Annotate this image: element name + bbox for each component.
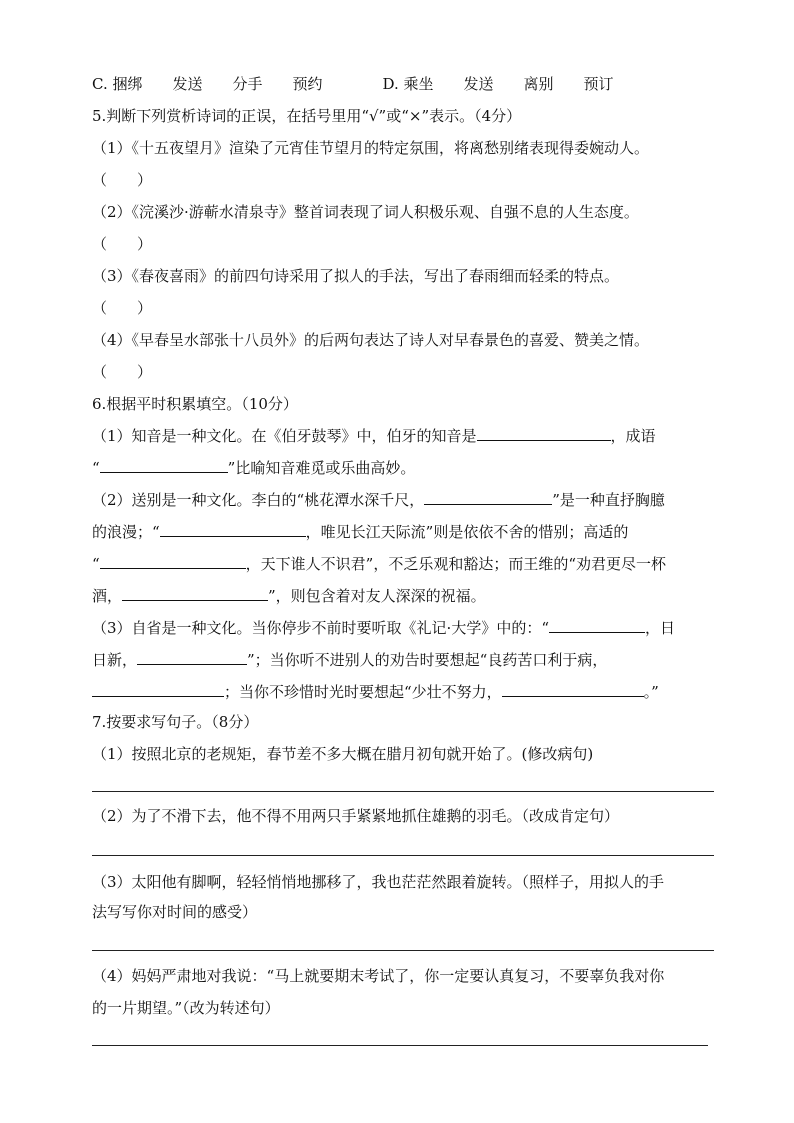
q6-text: （2）送别是一种文化。李白的“桃花潭水深千尺，	[92, 491, 425, 509]
q6-text: ，唯见长江天际流”则是依依不舍的惜别；高适的	[305, 523, 629, 541]
q6-text: 的浪漫；“	[92, 523, 160, 541]
q7-sentence-3-line-2: 法写写你对时间的感受）	[92, 903, 258, 921]
q6-text: ，成语	[610, 427, 656, 445]
question-5-title: 5.判断下列赏析诗词的正误，在括号里用“√”或“×”表示。（4分）	[92, 107, 522, 125]
q7-sentence-3-line-1: （3）太阳他有脚啊，轻轻悄悄地挪移了，我也茫茫然跟着旋转。（照样子，用拟人的手	[92, 873, 665, 891]
q5-item-2: （2）《浣溪沙·游蕲水清泉寺》整首词表现了词人积极乐观、自强不息的人生态度。	[92, 203, 639, 221]
option-d: D. 乘坐 发送 离别 预订	[382, 75, 614, 93]
option-row-cd	[92, 74, 714, 94]
q5-answer-paren-2[interactable]: （ ）	[92, 235, 153, 253]
q6-line-3	[92, 490, 714, 510]
q6-text: ”，则包含着对友人深深的祝福。	[268, 587, 486, 605]
q6-text: 。”	[643, 683, 659, 701]
q6-line-7	[92, 618, 714, 638]
q7-sentence-2: （2）为了不滑下去，他不得不用两只手紧紧地抓住雄鹅的羽毛。（改成肯定句）	[92, 807, 620, 825]
question-6-title: 6.根据平时积累填空。（10分）	[92, 395, 298, 413]
q5-item-1: （1）《十五夜望月》渲染了元宵佳节望月的特定氛围，将离愁别绪表现得委婉动人。	[92, 139, 650, 157]
question-7-title: 7.按要求写句子。（8分）	[92, 713, 259, 731]
answer-line[interactable]	[92, 791, 714, 792]
q6-line-1	[92, 426, 714, 446]
q6-line-9	[92, 682, 714, 702]
answer-line[interactable]	[92, 855, 714, 856]
q5-item-3: （3）《春夜喜雨》的前四句诗采用了拟人的手法，写出了春雨细而轻柔的特点。	[92, 267, 620, 285]
fill-blank[interactable]	[122, 586, 268, 601]
q6-text: ，天下谁人不识君”，不乏乐观和豁达；而王维的“劝君更尽一杯	[245, 555, 667, 573]
q6-text: ；当你不珍惜时光时要想起“少壮不努力，	[224, 683, 502, 701]
q6-text: （1）知音是一种文化。在《伯牙鼓琴》中，伯牙的知音是	[92, 427, 477, 445]
q6-text: “	[92, 459, 100, 477]
q5-answer-paren-3[interactable]: （ ）	[92, 299, 153, 317]
q6-text: 酒，	[92, 587, 123, 605]
option-c: C. 捆绑 发送 分手 预约	[92, 75, 323, 93]
answer-line[interactable]	[92, 1045, 708, 1046]
q6-line-5	[92, 554, 714, 574]
q5-answer-paren-1[interactable]: （ ）	[92, 171, 153, 189]
fill-blank[interactable]	[424, 490, 552, 505]
answer-line[interactable]	[92, 950, 714, 951]
fill-blank[interactable]	[502, 682, 644, 697]
fill-blank[interactable]	[477, 426, 611, 441]
q5-item-4: （4）《早春呈水部张十八员外》的后两句表达了诗人对早春景色的喜爱、赞美之情。	[92, 331, 650, 349]
fill-blank[interactable]	[160, 522, 306, 537]
q6-text: ”比喻知音难觅或乐曲高妙。	[227, 459, 416, 477]
q7-sentence-1: （1）按照北京的老规矩，春节差不多大概在腊月初旬就开始了。(修改病句)	[92, 745, 594, 763]
q5-answer-paren-4[interactable]: （ ）	[92, 363, 153, 381]
fill-blank[interactable]	[92, 682, 224, 697]
q6-line-6	[92, 586, 714, 606]
fill-blank[interactable]	[100, 554, 246, 569]
q6-text: （3）自省是一种文化。当你停步不前时要听取《礼记·大学》中的：“	[92, 619, 549, 637]
q6-text: ，日	[644, 619, 675, 637]
q6-text: ”；当你听不进别人的劝告时要想起“良药苦口利于病，	[247, 651, 608, 669]
fill-blank[interactable]	[100, 458, 228, 473]
q7-sentence-4-line-2: 的一片期望。”（改为转述句）	[92, 999, 280, 1017]
fill-blank[interactable]	[549, 618, 645, 633]
q6-line-4	[92, 522, 714, 542]
q6-line-8	[92, 650, 714, 670]
fill-blank[interactable]	[137, 650, 247, 665]
q6-text: 日新，	[92, 651, 138, 669]
q7-sentence-4-line-1: （4）妈妈严肃地对我说：“马上就要期末考试了，你一定要认真复习，不要辜负我对你	[92, 967, 665, 985]
q6-line-2	[92, 458, 714, 478]
q6-text: ”是一种直抒胸臆	[552, 491, 665, 509]
q6-text: “	[92, 555, 100, 573]
